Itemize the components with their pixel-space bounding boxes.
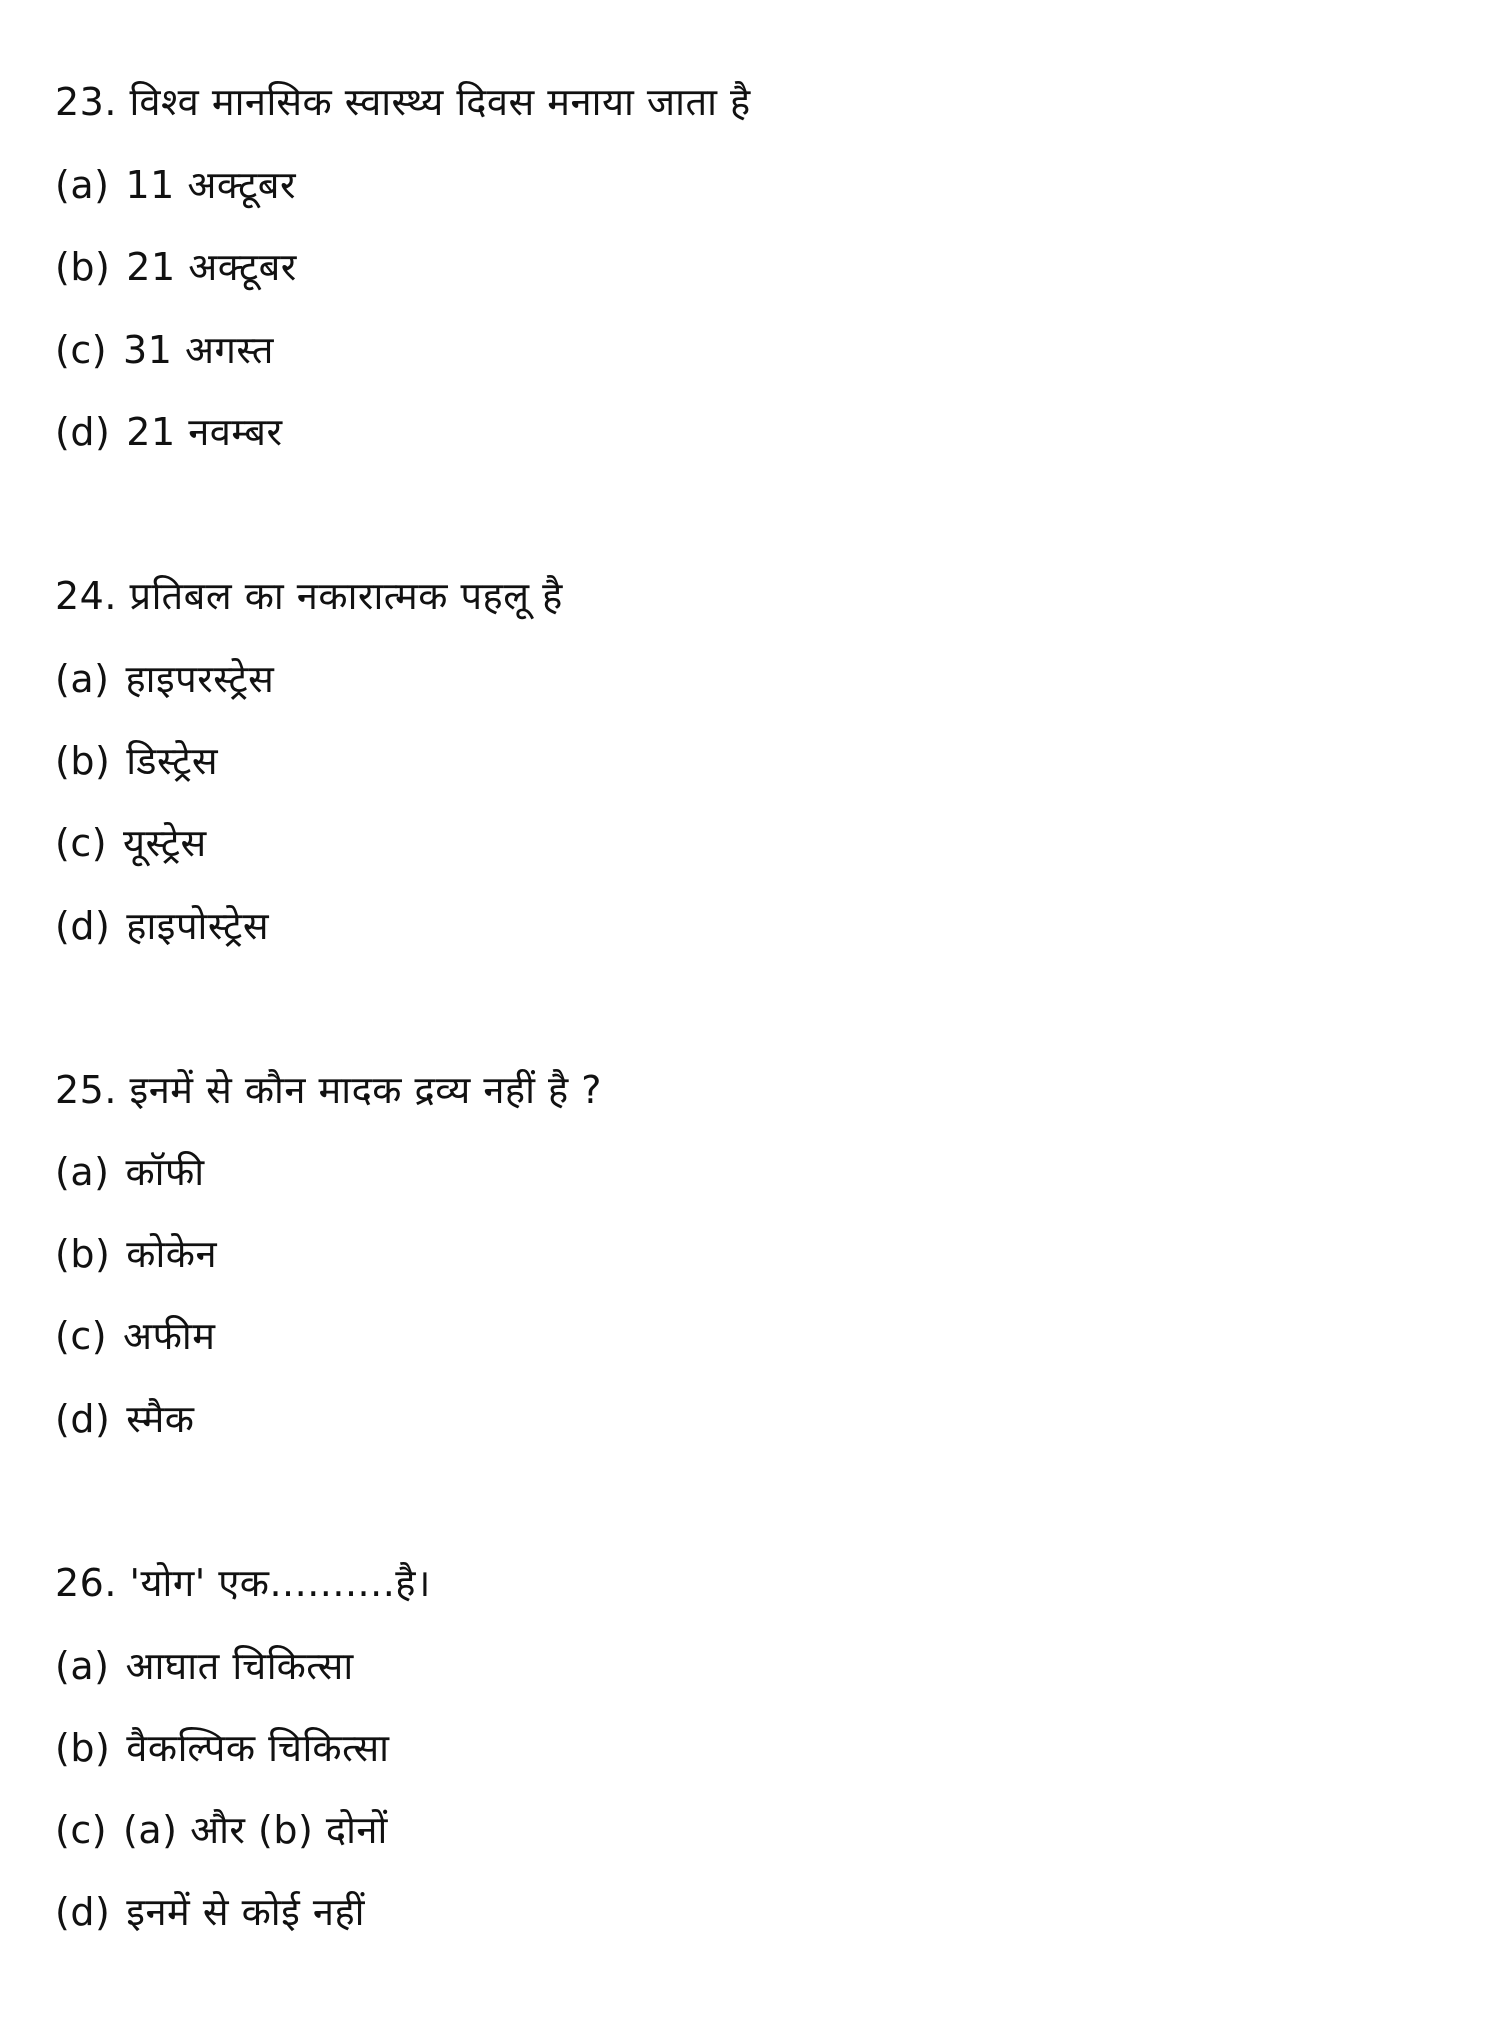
option-label: (d): [55, 1890, 111, 1934]
option-text: यूस्ट्रेस: [123, 821, 207, 865]
question-23: [55, 72, 751, 132]
question-24: [55, 566, 563, 626]
option-label: (a): [55, 657, 110, 701]
question-number: 23.: [55, 80, 117, 124]
option-label: (b): [55, 245, 111, 289]
option-label: (c): [55, 328, 108, 372]
option-text: 11 अक्टूबर: [125, 163, 297, 207]
option-text: डिस्ट्रेस: [126, 739, 219, 783]
option-text: वैकल्पिक चिकित्सा: [126, 1726, 390, 1770]
option-24-a: [55, 649, 274, 709]
option-label: (b): [55, 739, 111, 783]
option-text: 31 अगस्त: [123, 328, 274, 372]
option-text: हाइपरस्ट्रेस: [125, 657, 275, 701]
option-26-b: [55, 1718, 389, 1778]
option-26-c: [55, 1800, 388, 1860]
question-text: प्रतिबल का नकारात्मक पहलू है: [129, 574, 563, 618]
option-label: (c): [55, 1314, 108, 1358]
option-25-b: [55, 1224, 217, 1284]
option-label: (b): [55, 1232, 111, 1276]
option-23-b: [55, 237, 297, 297]
option-25-d: [55, 1389, 194, 1449]
option-24-d: [55, 896, 269, 956]
question-text: 'योग' एक..........है।: [129, 1561, 431, 1605]
question-number: 24.: [55, 574, 117, 618]
option-24-b: [55, 731, 218, 791]
option-23-a: [55, 155, 296, 215]
option-text: अफीम: [123, 1314, 216, 1358]
option-label: (c): [55, 1808, 108, 1852]
option-label: (d): [55, 904, 111, 948]
option-26-d: [55, 1882, 365, 1942]
option-text: स्मैक: [126, 1397, 195, 1441]
option-text: (a) और (b) दोनों: [123, 1808, 388, 1852]
question-26: [55, 1553, 431, 1613]
option-text: इनमें से कोई नहीं: [126, 1890, 365, 1934]
option-label: (a): [55, 1644, 110, 1688]
question-number: 26.: [55, 1561, 117, 1605]
option-23-c: [55, 320, 274, 380]
option-text: कॉफी: [125, 1150, 205, 1194]
option-text: आघात चिकित्सा: [125, 1644, 354, 1688]
question-text: इनमें से कौन मादक द्रव्य नहीं है ?: [129, 1068, 602, 1112]
question-text: विश्व मानसिक स्वास्थ्य दिवस मनाया जाता है: [129, 80, 751, 124]
option-23-d: [55, 402, 283, 462]
option-label: (a): [55, 163, 110, 207]
option-26-a: [55, 1636, 354, 1696]
option-text: हाइपोस्ट्रेस: [126, 904, 270, 948]
option-label: (b): [55, 1726, 111, 1770]
option-24-c: [55, 813, 207, 873]
option-text: 21 अक्टूबर: [126, 245, 297, 289]
question-number: 25.: [55, 1068, 117, 1112]
option-text: 21 नवम्बर: [126, 410, 283, 454]
question-25: [55, 1060, 602, 1120]
option-25-c: [55, 1306, 215, 1366]
option-label: (d): [55, 1397, 111, 1441]
option-label: (d): [55, 410, 111, 454]
option-text: कोकेन: [126, 1232, 218, 1276]
option-label: (c): [55, 821, 108, 865]
option-25-a: [55, 1142, 205, 1202]
option-label: (a): [55, 1150, 110, 1194]
